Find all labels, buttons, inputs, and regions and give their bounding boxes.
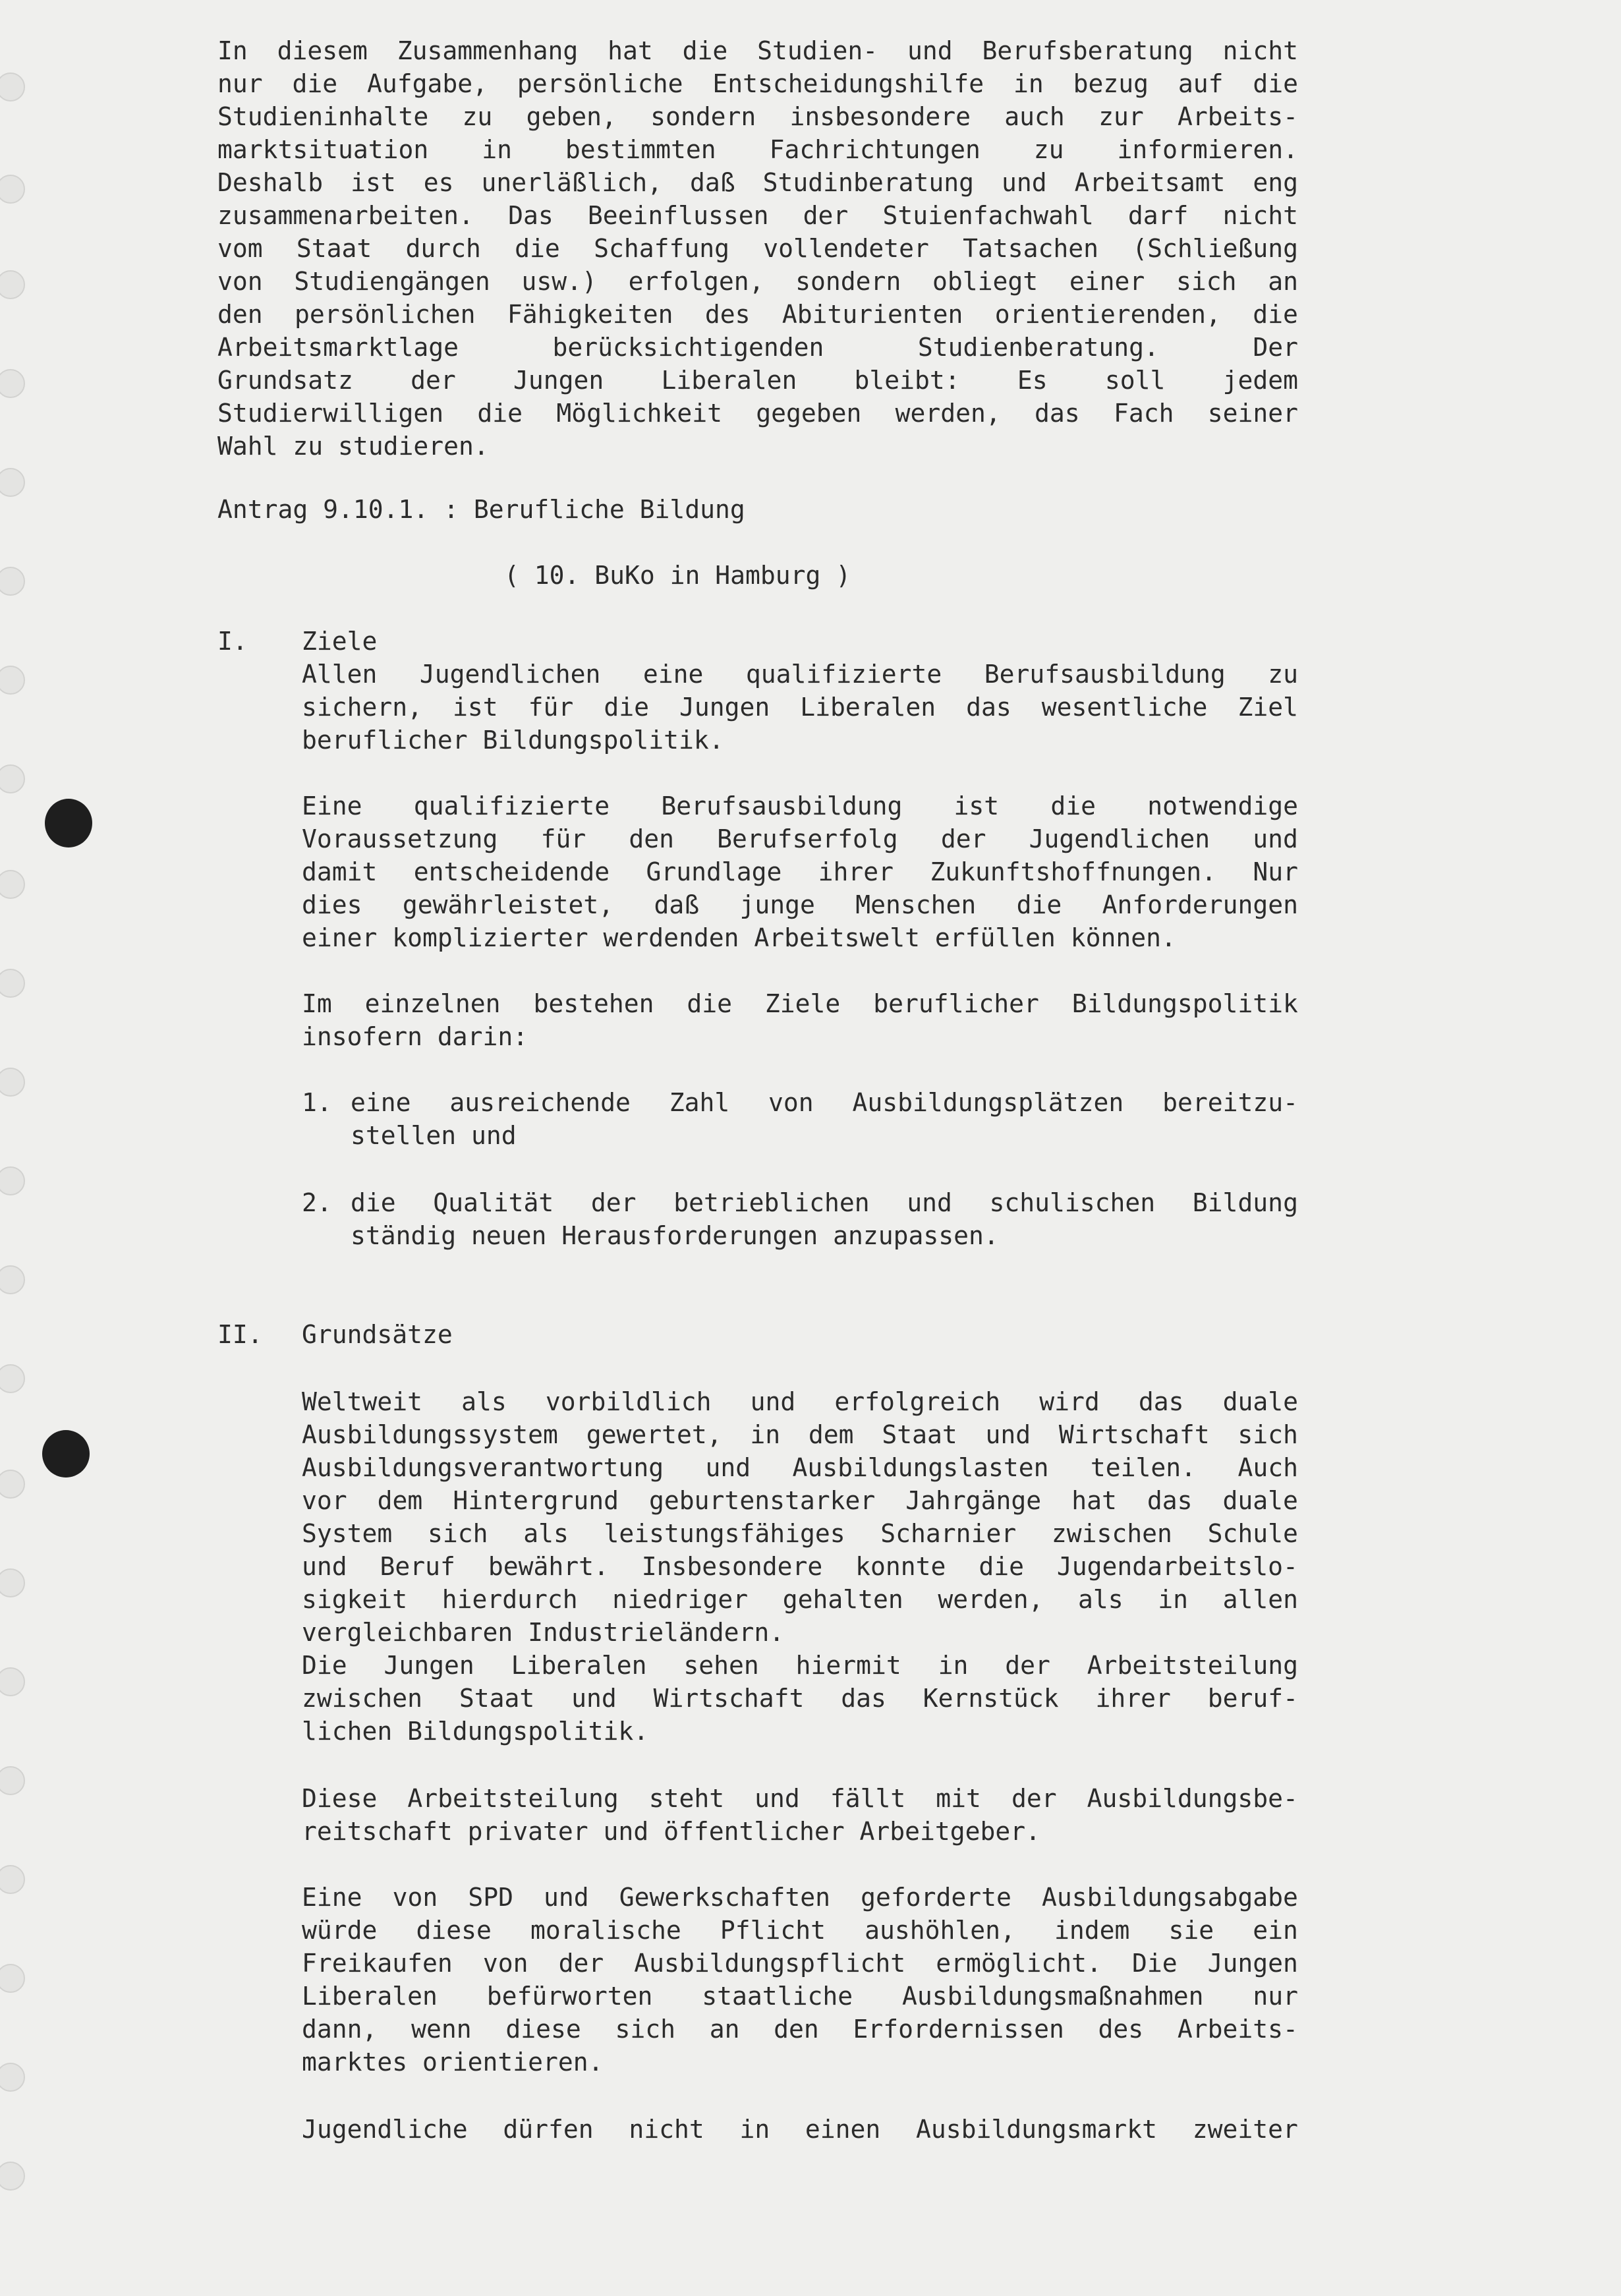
list-item-number: 1. [302,1088,332,1117]
punch-hole [0,1470,25,1499]
section-2-paragraph [302,1385,1298,1748]
punch-hole [0,870,25,899]
section-2-number: II. [217,1320,263,1349]
text-line: eine ausreichende Zahl von Ausbildungsplätzen bereitzu- [351,1088,1298,1117]
punch-hole [0,1166,25,1195]
text-line: Liberalen befürworten staatliche Ausbildungsmaßnahmen nur [302,1982,1298,2011]
text-line: Arbeitsmarktlage berücksichtigenden Studienberatung. Der [217,333,1298,362]
section-1-paragraph [302,658,1298,757]
punch-hole [0,72,25,101]
intro-paragraph [217,34,1298,463]
text-line: Ausbildungsverantwortung und Ausbildungslasten teilen. Auch [302,1453,1298,1482]
text-line: vor dem Hintergrund geburtenstarker Jahrgänge hat das duale [302,1486,1298,1515]
text-line: Allen Jugendlichen eine qualifizierte Berufsausbildung zu [302,660,1298,689]
text-line: stellen und [351,1121,517,1150]
list-item [351,1086,1298,1152]
text-line: sigkeit hierdurch niedriger gehalten werden, als in allen [302,1585,1298,1614]
text-line: lichen Bildungspolitik. [302,1717,649,1746]
punch-hole [0,1068,25,1097]
text-line: Ausbildungssystem gewertet, in dem Staat und Wirtschaft sich [302,1420,1298,1449]
section-2-heading: Grundsätze [302,1320,453,1349]
text-line: Wahl zu studieren. [217,432,489,461]
punch-hole [0,1865,25,1894]
punch-hole [0,1568,25,1597]
section-2-paragraph [302,1881,1298,2079]
text-line: zusammenarbeiten. Das Beeinflussen der Stuienfachwahl darf nicht [217,201,1298,230]
text-line: Die Jungen Liberalen sehen hiermit in der Arbeitsteilung [302,1651,1298,1680]
list-item [351,1186,1298,1252]
punch-hole [0,1667,25,1696]
section-2-paragraph [302,2113,1298,2146]
punch-hole [0,270,25,299]
text-line: marktes orientieren. [302,2048,604,2077]
ink-blot [45,799,92,847]
punch-hole [0,1364,25,1393]
text-line: Studieninhalte zu geben, sondern insbesondere auch zur Arbeits- [217,102,1298,131]
text-line: und Beruf bewährt. Insbesondere konnte die Jugendarbeitslo- [302,1552,1298,1581]
text-line: zwischen Staat und Wirtschaft das Kernstück ihrer beruf- [302,1684,1298,1713]
text-line: Weltweit als vorbildlich und erfolgreich wird das duale [302,1387,1298,1416]
text-line: insofern darin: [302,1022,528,1051]
text-line: Diese Arbeitsteilung steht und fällt mit der Ausbildungsbe- [302,1784,1298,1813]
text-line: Grundsatz der Jungen Liberalen bleibt: Es soll jedem [217,366,1298,395]
punch-hole [0,567,25,596]
punch-hole [0,2162,25,2191]
text-line: Eine von SPD und Gewerkschaften geforderte Ausbildungsabgabe [302,1883,1298,1912]
text-line: damit entscheidende Grundlage ihrer Zukunftshoffnungen. Nur [302,857,1298,886]
text-line: nur die Aufgabe, persönliche Entscheidungshilfe in bezug auf die [217,69,1298,98]
punch-hole [0,969,25,998]
text-line: dies gewährleistet, daß junge Menschen die Anforderungen [302,890,1298,919]
text-line: die Qualität der betrieblichen und schulischen Bildung [351,1188,1298,1217]
text-line: In diesem Zusammenhang hat die Studien- und Berufsberatung nicht [217,36,1298,65]
punch-hole [0,764,25,793]
antrag-subtitle: ( 10. BuKo in Hamburg ) [504,561,851,590]
text-line: beruflicher Bildungspolitik. [302,726,724,755]
text-line: vom Staat durch die Schaffung vollendeter Tatsachen (Schließung [217,234,1298,263]
list-item-number: 2. [302,1188,332,1217]
text-line: vergleichbaren Industrieländern. [302,1618,785,1647]
antrag-title: Antrag 9.10.1. : Berufliche Bildung [217,495,745,524]
text-line: einer komplizierter werdenden Arbeitswelt erfüllen können. [302,923,1176,952]
section-1-paragraph [302,789,1298,954]
text-line: den persönlichen Fähigkeiten des Abiturienten orientierenden, die [217,300,1298,329]
punch-hole [0,175,25,204]
text-line: reitschaft privater und öffentlicher Arbeitgeber. [302,1817,1041,1846]
text-line: sichern, ist für die Jungen Liberalen das wesentliche Ziel [302,693,1298,722]
text-line: Jugendliche dürfen nicht in einen Ausbildungsmarkt zweiter [302,2115,1298,2144]
section-1-paragraph [302,987,1298,1053]
punch-hole [0,1964,25,1993]
text-line: System sich als leistungsfähiges Scharnier zwischen Schule [302,1519,1298,1548]
text-line: von Studiengängen usw.) erfolgen, sondern obliegt einer sich an [217,267,1298,296]
text-line: würde diese moralische Pflicht aushöhlen, indem sie ein [302,1916,1298,1945]
punch-hole [0,468,25,497]
section-1-heading: Ziele [302,627,378,656]
punch-hole [0,1766,25,1795]
text-line: Eine qualifizierte Berufsausbildung ist die notwendige [302,791,1298,820]
text-line: Studierwilligen die Möglichkeit gegeben werden, das Fach seiner [217,399,1298,428]
text-line: ständig neuen Herausforderungen anzupassen. [351,1221,999,1250]
ink-blot [42,1430,90,1478]
punch-hole [0,2063,25,2092]
text-line: Voraussetzung für den Berufserfolg der Jugendlichen und [302,824,1298,853]
punch-hole [0,369,25,398]
text-line: Freikaufen von der Ausbildungspflicht ermöglicht. Die Jungen [302,1949,1298,1978]
text-line: marktsituation in bestimmten Fachrichtungen zu informieren. [217,135,1298,164]
section-1-number: I. [217,627,248,656]
text-line: dann, wenn diese sich an den Erfordernissen des Arbeits- [302,2015,1298,2044]
text-line: Deshalb ist es unerläßlich, daß Studinberatung und Arbeitsamt eng [217,168,1298,197]
section-2-paragraph [302,1782,1298,1848]
punch-hole [0,666,25,695]
text-line: Im einzelnen bestehen die Ziele beruflicher Bildungspolitik [302,989,1298,1018]
punch-hole [0,1265,25,1294]
